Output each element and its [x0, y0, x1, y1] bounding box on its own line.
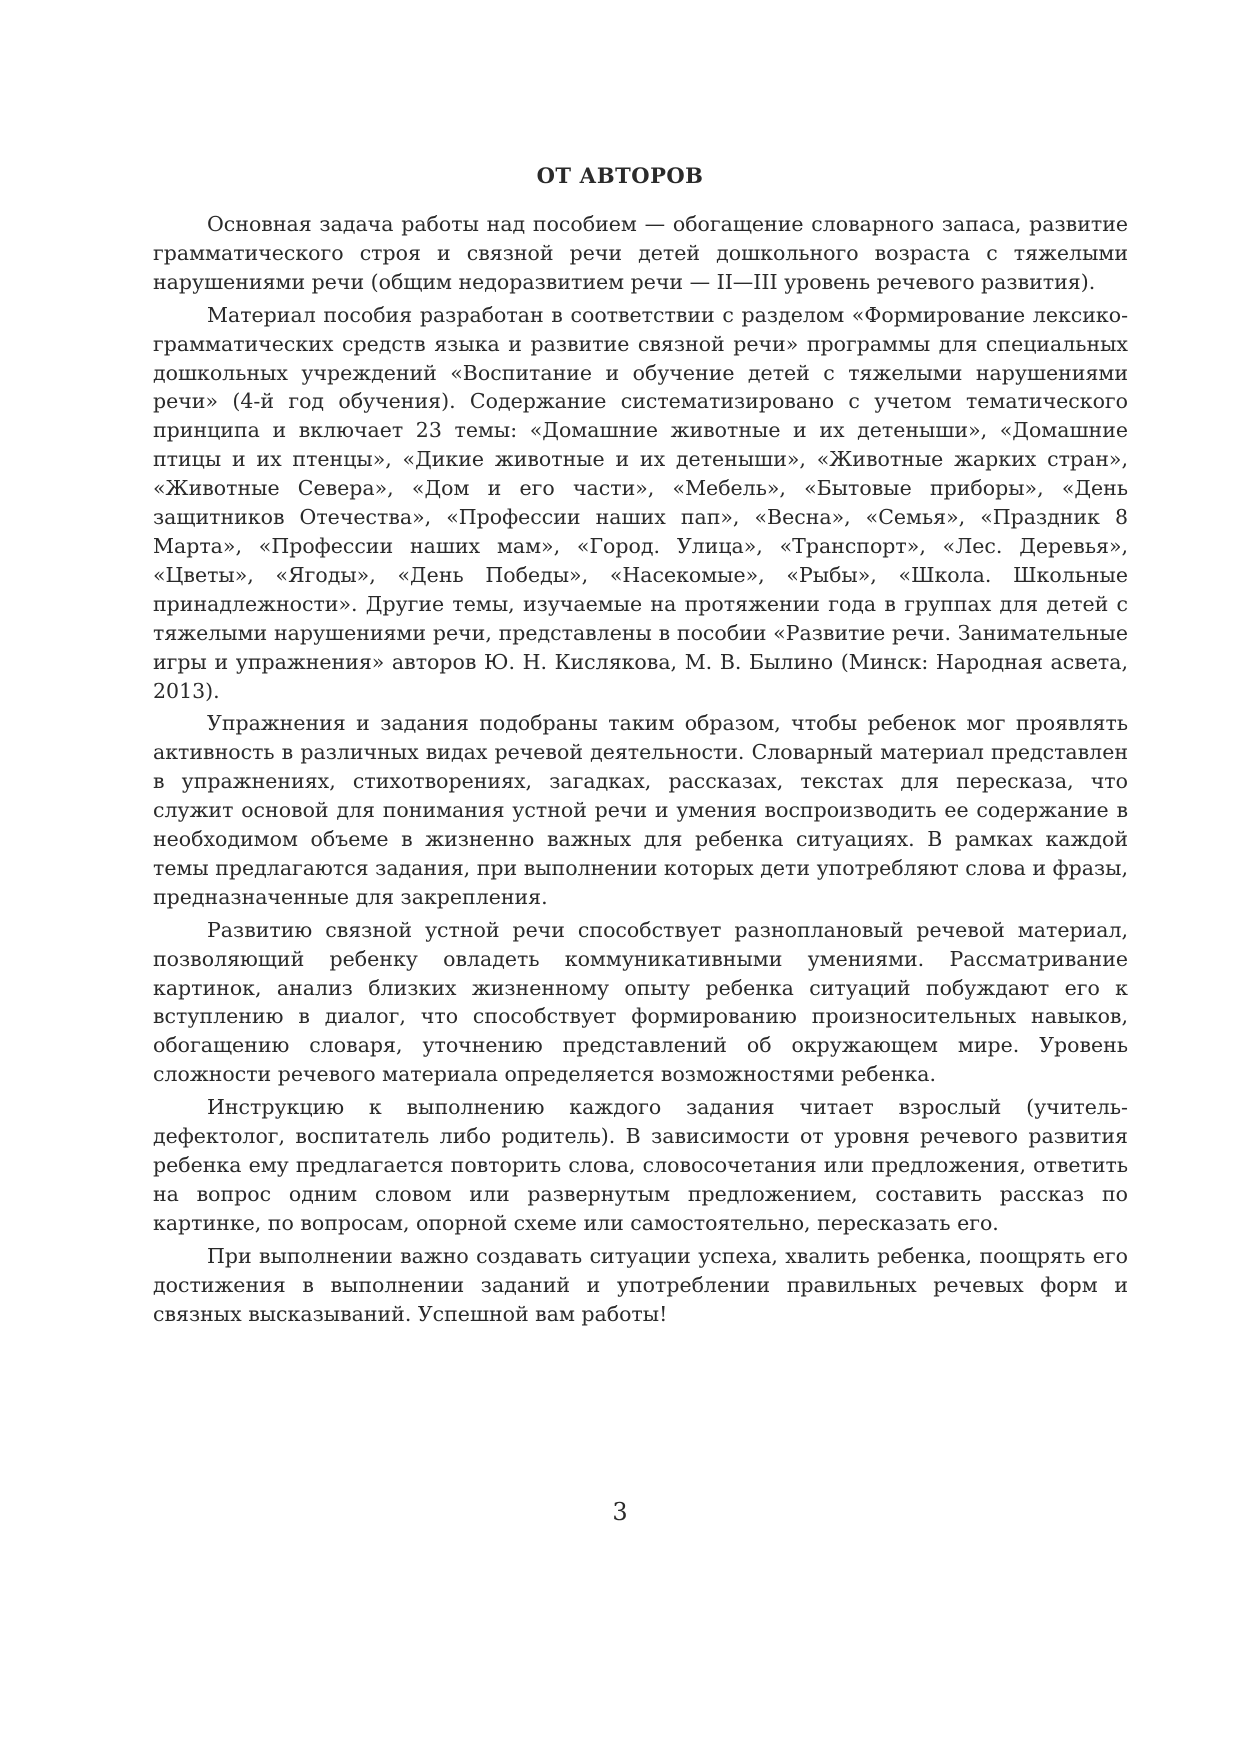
paragraph-main-task: Основная задача работы над пособием — обогащение словарного запаса, развитие грамматического строя и связной речи детей дошкольного возраста с тяжелыми нарушениями речи (общим недоразвитием речи — II—III уровень речевого развития).: [153, 212, 1128, 294]
paragraph-closing: При выполнении важно создавать ситуации успеха, хвалить ребенка, поощрять его достижения в выполнении заданий и употреблении правильных речевых форм и связных высказываний. Успешной вам работы!: [153, 1243, 1128, 1326]
page-number: 3: [612, 1498, 628, 1526]
body-text: [153, 210, 1128, 1332]
paragraph-connected-speech: Развитию связной устной речи способствует разноплановый речевой материал, позволяющий ребенку овладеть коммуникативными умениями. Рассматривание картинок, анализ близких жизненному опыту ребенка ситуаций побуждают его к вступлению в диалог, что способствует формированию произносительных навыков, обогащению словаря, уточнению представлений об окружающем мире. Уровень сложности речевого материала определяется возможностями ребенка.: [153, 917, 1128, 1087]
paragraph-material: Материал пособия разработан в соответствии с разделом «Формирование лексико-грамматических средств языка и развитие связной речи» программы для специальных дошкольных учреждений «Воспитание и обучение детей с тяжелыми нарушениями речи» (4-й год обучения). Содержание систематизировано с учетом тематического принципа и включает 23 темы: «Домашние животные и их детеныши», «Домашние птицы и их птенцы», «Дикие животные и их детеныши», «Животные жарких стран», «Животные Севера», «Дом и его части», «Мебель», «Бытовые приборы», «День защитников Отечества», «Профессии наших пап», «Весна», «Семья», «Праздник 8 Марта», «Профессии наших мам», «Город. Улица», «Транспорт», «Лес. Деревья», «Цветы», «Ягоды», «День Победы», «Насекомые», «Рыбы», «Школа. Школьные принадлежности». Другие темы, изучаемые на протяжении года в группах для детей с тяжелыми нарушениями речи, представлены в пособии «Развитие речи. Занимательные игры и упражнения» авторов Ю. Н. Кислякова, М. В. Былино (Минск: Народная асвета, 2013).: [153, 302, 1128, 703]
paragraph-instructions: Инструкцию к выполнению каждого задания читает взрослый (учитель-дефектолог, воспитатель либо родитель). В зависимости от уровня речевого развития ребенка ему предлагается повторить слова, словосочетания или предложения, ответить на вопрос одним словом или развернутым предложением, составить рассказ по картинке, по вопросам, опорной схеме или самостоятельно, пересказать его.: [153, 1095, 1128, 1235]
paragraph-exercises: Упражнения и задания подобраны таким образом, чтобы ребенок мог проявлять активность в различных видах речевой деятельности. Словарный материал представлен в упражнениях, стихотворениях, загадках, рассказах, текстах для пересказа, что служит основой для понимания устной речи и умения воспроизводить ее содержание в необходимом объеме в жизненно важных для ребенка ситуациях. В рамках каждой темы предлагаются задания, при выполнении которых дети употребляют слова и фразы, предназначенные для закрепления.: [153, 711, 1128, 909]
page-title: ОТ АВТОРОВ: [536, 163, 704, 188]
